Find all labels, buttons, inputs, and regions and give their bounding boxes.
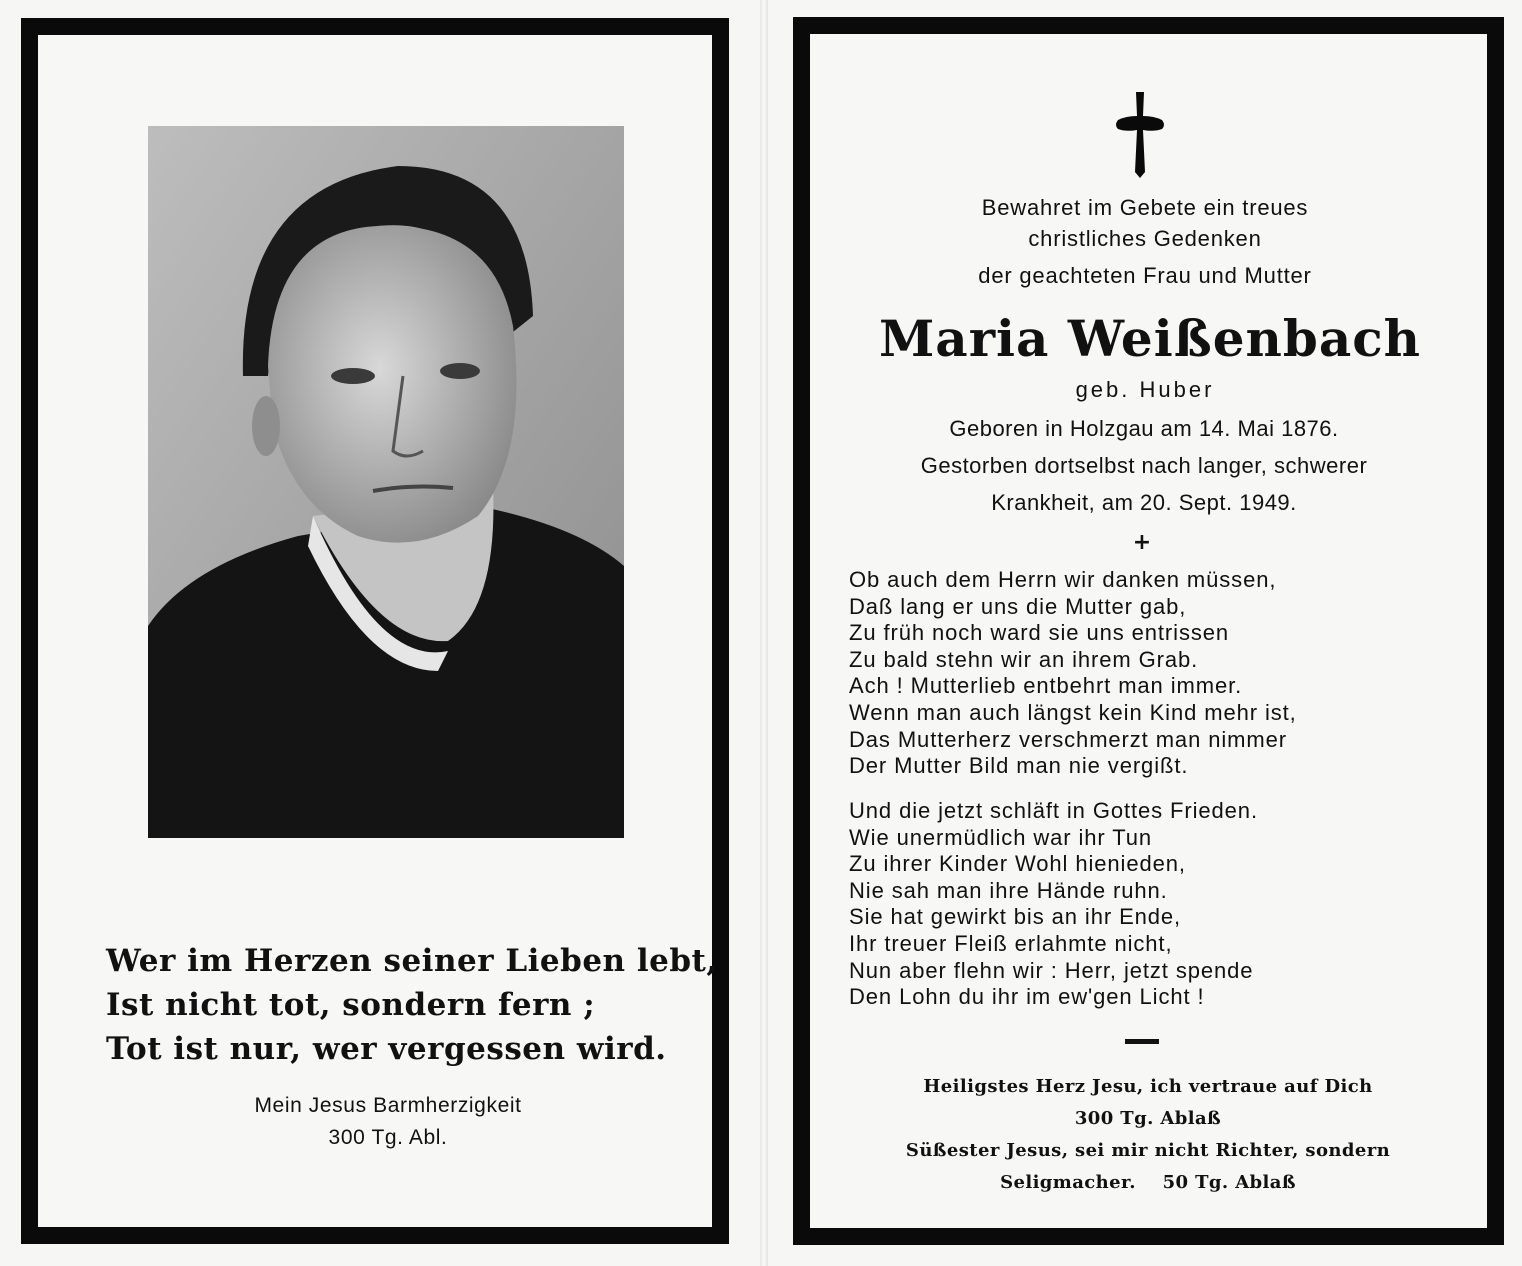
poem-line: Den Lohn du ihr im ew'gen Licht ! — [849, 984, 1205, 1010]
maiden-name: geb. Huber — [1075, 377, 1215, 402]
intro-line: Bewahret im Gebete ein treues — [981, 195, 1309, 220]
left-mourning-frame — [21, 18, 729, 1244]
poem-line: Nun aber flehn wir : Herr, jetzt spende — [849, 957, 1254, 983]
poem-line: Und die jetzt schläft in Gottes Frieden. — [849, 798, 1258, 823]
verse-line: Ist nicht tot, sondern fern ; — [106, 987, 596, 1023]
portrait-illustration — [148, 126, 624, 838]
poem-line: Wenn man auch längst kein Kind mehr ist, — [849, 699, 1297, 725]
latin-cross-icon — [1114, 92, 1166, 178]
poem-line: Sie hat gewirkt bis an ihr Ende, — [849, 904, 1182, 930]
poem-line: Wie unermüdlich war ihr Tun — [849, 824, 1153, 850]
intro-text — [850, 192, 1440, 291]
indulgence-prayers — [860, 1071, 1436, 1199]
birth-line: Geboren in Holzgau am 14. Mai 1876. — [949, 416, 1339, 441]
card-fold — [760, 0, 768, 1266]
poem-stanza-1 — [849, 567, 1449, 780]
verse-line: Wer im Herzen seiner Lieben lebt, — [106, 943, 718, 979]
intro-line: der geachteten Frau und Mutter — [978, 263, 1312, 288]
poem-line: Zu bald stehn wir an ihrem Grab. — [849, 646, 1199, 672]
poem-line: Das Mutterherz verschmerzt man nimmer — [849, 726, 1287, 752]
indulgence-line: 300 Tg. Ablaß — [1074, 1108, 1222, 1129]
deceased-name: Maria Weißenbach — [878, 309, 1422, 368]
poem-line: Ach ! Mutterlieb entbehrt man immer. — [849, 673, 1243, 699]
obituary-text — [810, 34, 1485, 1226]
right-mourning-frame — [793, 17, 1504, 1245]
poem-line: Der Mutter Bild man nie vergißt. — [849, 753, 1189, 779]
indulgence-line: Süßester Jesus, sei mir nicht Richter, sondern — [905, 1140, 1391, 1161]
indulgence-line: Heiligstes Herz Jesu, ich vertraue auf Dich — [923, 1076, 1373, 1097]
poem-line: Ihr treuer Fleiß erlahmte nicht, — [849, 930, 1173, 956]
prayer-indulgence: 300 Tg. Abl. — [328, 1126, 448, 1149]
memorial-verse — [106, 939, 726, 1071]
intro-line: christliches Gedenken — [1028, 226, 1262, 251]
poem-line: Zu ihrer Kinder Wohl hienieden, — [849, 851, 1186, 877]
death-line: Gestorben dortselbst nach langer, schwerer — [920, 453, 1368, 478]
short-prayer — [98, 1090, 678, 1154]
poem-line: Ob auch dem Herrn wir danken müssen, — [849, 567, 1277, 592]
poem-line: Zu früh noch ward sie uns entrissen — [849, 620, 1230, 646]
verse-line: Tot ist nur, wer vergessen wird. — [106, 1031, 667, 1067]
indulgence-line: Seligmacher. 50 Tg. Ablaß — [1000, 1172, 1296, 1193]
death-line: Krankheit, am 20. Sept. 1949. — [991, 490, 1297, 515]
prayer-text: Mein Jesus Barmherzigkeit — [254, 1094, 522, 1117]
separator-cross: + — [1132, 530, 1152, 555]
divider-dash — [1125, 1039, 1159, 1044]
life-dates — [824, 410, 1464, 521]
portrait-photo — [148, 126, 624, 838]
poem-stanza-2 — [849, 798, 1449, 1011]
poem-line: Nie sah man ihre Hände ruhn. — [849, 877, 1168, 903]
poem-line: Daß lang er uns die Mutter gab, — [849, 593, 1187, 619]
